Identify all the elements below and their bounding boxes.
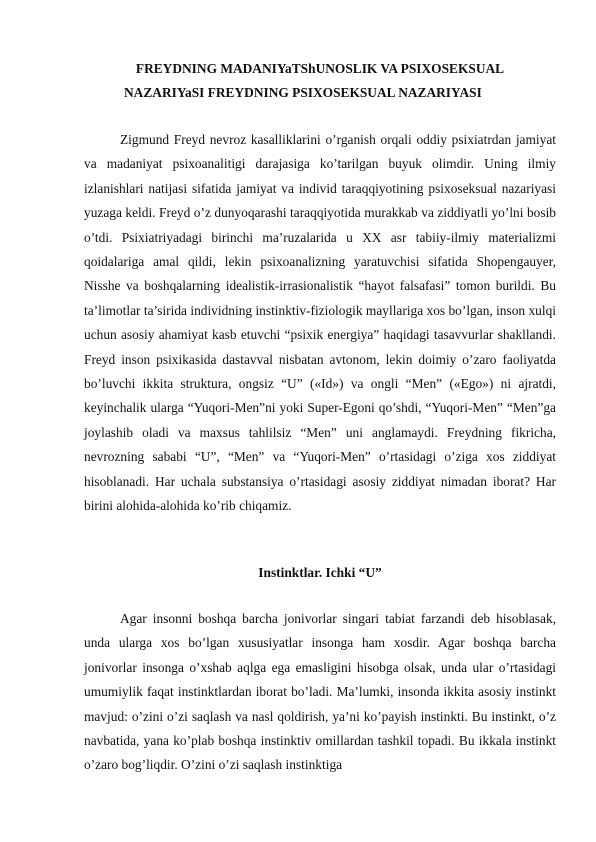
- paragraph-instincts: Agar insonni boshqa barcha jonivorlar singari tabiat farzandi deb hisoblasak, unda ularga xos bo’lgan xususiyatlar insonga ham xosdir. Agar boshqa barcha jonivorlar insonga o’xshab aqlga ega emasligini hisobga olsak, unda ular o’rtasidagi umumiylik faqat instinktlardan iborat bo’ladi. Ma’lumki, insonda ikkita asosiy instinkt mavjud: o’zini o’zi saqlash va nasl qoldirish, ya’ni ko’payish instinkti. Bu instinkt, o’z navbatida, yana ko’plab boshqa instinktiv omillardan tashkil topadi. Bu ikkala instinkt o’zaro bog’liqdir. O’zini o’zi saqlash instinktiga: [84, 611, 556, 773]
- paragraph-intro: Zigmund Freyd nevroz kasalliklarini o’rganish orqali oddiy psixiatrdan jamiyat va madaniyat psixoanalitigi darajasiga ko’tarilgan buyuk olimdir. Uning ilmiy izlanishlari natijasi sifatida jamiyat va individ taraqqiyotining psixoseksual nazariyasi yuzaga keldi. Freyd o’z dunyoqarashi taraqqiyotida murakkab va ziddiyatli yo’lni bosib o’tdi. Psixiatriyadagi birinchi ma’ruzalarida u XX asr tabiiy-ilmiy materializmi qoidalariga amal qildi, lekin psixoanalizning yaratuvchisi sifatida Shopengauyer, Nisshe va boshqalarning idealistik-irrasionalistik “hayot falsafasi” tomon burildi. Bu ta’limotlar ta’sirida individning instinktiv-fiziologik mayllariga xos bo’lgan, inson xulqi uchun asosiy ahamiyat kasb etuvchi “psixik energiya” haqidagi tasavvurlar shakllandi. Freyd inson psixikasida dastavval nisbatan avtonom, lekin doimiy o’zaro faoliyatda bo’luvchi ikkita struktura, ongsiz “U” («Id») va ongli “Men” («Ego») ni ajratdi, keyinchalik ularga “Yuqori-Men”ni yoki Super-Egoni qo’shdi, “Yuqori-Men” “Men”ga joylashib oladi va maxsus tahlilsiz “Men” uni anglamaydi. Freydning fikricha, nevrozning sababi “U”, “Men” va “Yuqori-Men” o’rtasidagi o’ziga xos ziddiyat hisoblanadi. Har uchala substansiya o’rtasidagi asosiy ziddiyat nimadan iborat? Har birini alohida-alohida ko’rib chiqamiz.: [84, 132, 556, 514]
- document-title-line-1: FREYDNING MADANIYaTShUNOSLIK VA PSIXOSEKSUAL: [135, 61, 505, 76]
- document-title-line-2: NAZARIYaSI FREYDNING PSIXOSEKSUAL NAZARIYASI: [124, 85, 482, 100]
- section-heading: Instinktlar. Ichki “U”: [258, 565, 382, 580]
